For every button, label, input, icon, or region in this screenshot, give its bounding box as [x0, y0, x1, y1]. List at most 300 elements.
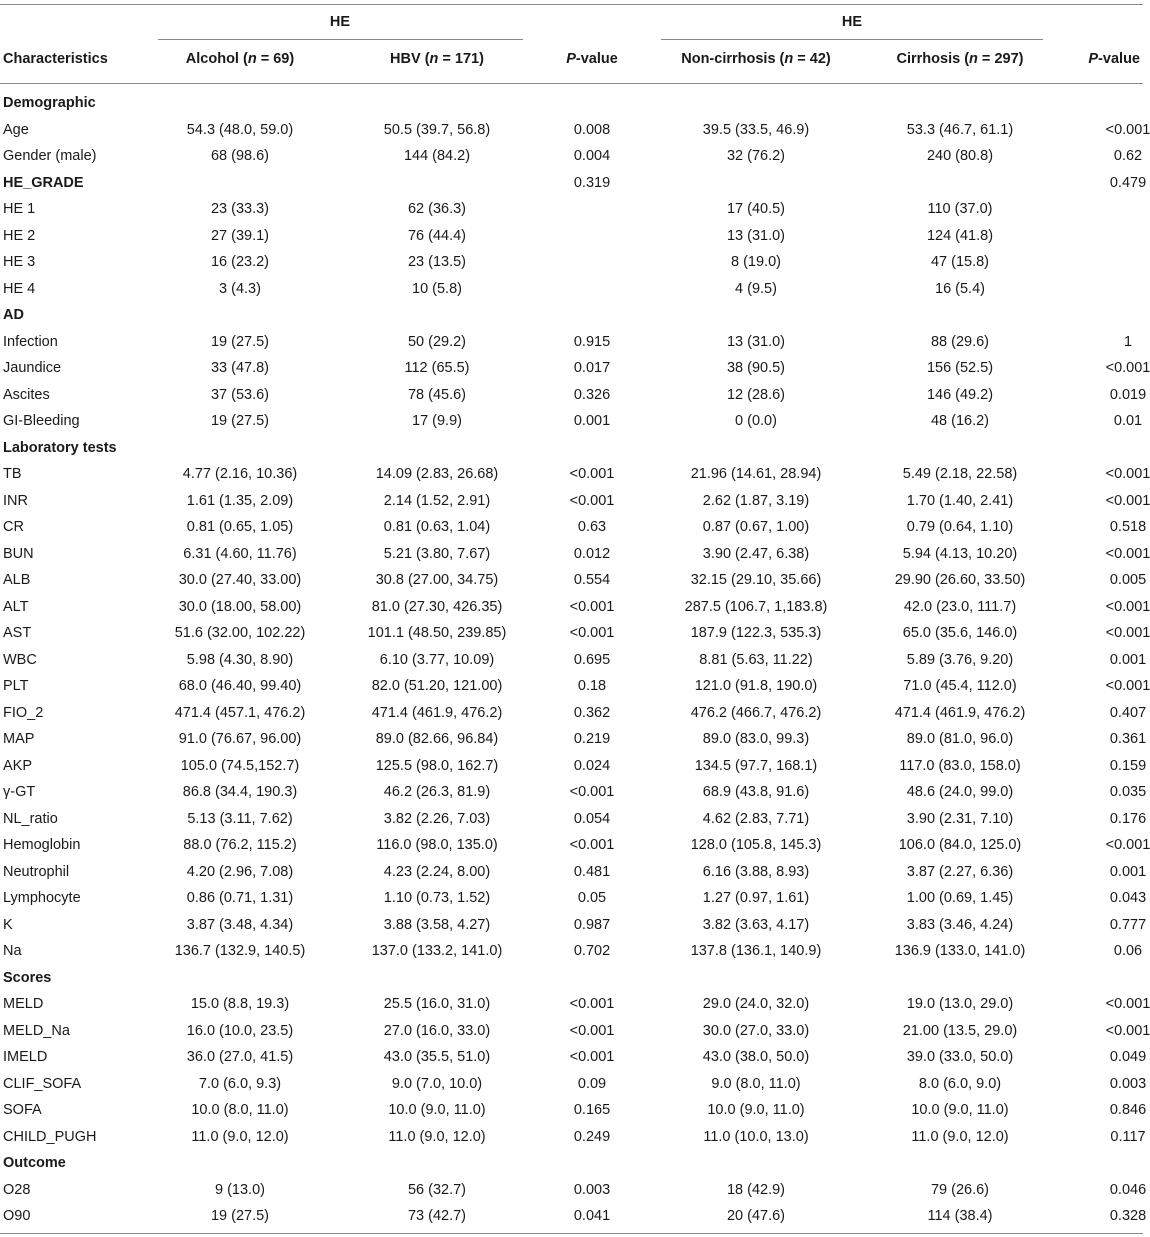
cell-alcohol: 37 (53.6) — [210, 386, 270, 403]
cell-non-cirrhosis: 20 (47.6) — [726, 1208, 786, 1224]
row-label: GI-Bleeding — [3, 413, 80, 429]
cell-hbv: 78 (45.6) — [407, 386, 467, 403]
cell-hbv: 125.5 (98.0, 162.7) — [375, 757, 499, 774]
cell-pvalue-1: 0.004 — [573, 148, 611, 164]
cell-hbv: 112 (65.5) — [404, 360, 470, 376]
cell-pvalue-1: 0.63 — [577, 519, 607, 535]
section-row — [0, 170, 1147, 196]
cell-cirrhosis: 21.00 (13.5, 29.0) — [902, 1022, 1018, 1039]
cell-pvalue-1: 0.001 — [573, 413, 611, 429]
row-label: Jaundice — [3, 360, 62, 376]
col-header-pvalue-1: P-value — [566, 51, 618, 67]
section-row — [0, 1150, 1143, 1176]
table-row — [0, 514, 1147, 540]
cell-pvalue-2: 0.046 — [1109, 1181, 1147, 1198]
cell-cirrhosis: 146 (49.2) — [926, 386, 994, 403]
cell-non-cirrhosis: 18 (42.9) — [726, 1181, 786, 1198]
table-row — [0, 355, 1150, 381]
table-row — [0, 1124, 1146, 1150]
cell-pvalue-2: <0.001 — [1105, 121, 1150, 138]
cell-pvalue-2: 0.043 — [1109, 890, 1147, 906]
cell-non-cirrhosis: 121.0 (91.8, 190.0) — [694, 678, 818, 694]
cell-hbv: 50.5 (39.7, 56.8) — [383, 121, 491, 138]
table-row — [0, 382, 1147, 408]
cell-pvalue-2: <0.001 — [1105, 545, 1150, 562]
col-header-non-cirrhosis: Non-cirrhosis (n = 42) — [681, 51, 831, 67]
table-row — [0, 700, 1147, 726]
table-row — [0, 673, 1150, 699]
cell-alcohol: 19 (27.5) — [210, 1208, 270, 1224]
section-label: Demographic — [3, 95, 96, 111]
cell-alcohol: 23 (33.3) — [210, 201, 270, 217]
cell-non-cirrhosis: 32.15 (29.10, 35.66) — [690, 572, 822, 588]
cell-hbv: 30.8 (27.00, 34.75) — [375, 572, 499, 588]
cell-pvalue-1: 0.008 — [573, 121, 611, 138]
cell-non-cirrhosis: 89.0 (83.0, 99.3) — [702, 731, 810, 747]
cell-alcohol: 10.0 (8.0, 11.0) — [191, 1102, 289, 1118]
row-label: ALT — [3, 598, 29, 615]
cell-non-cirrhosis: 2.62 (1.87, 3.19) — [702, 492, 810, 509]
cell-pvalue-1: 0.054 — [573, 810, 611, 827]
cell-hbv: 144 (84.2) — [403, 148, 471, 164]
cell-pvalue-1: <0.001 — [569, 784, 615, 800]
table-row — [0, 647, 1147, 673]
cell-non-cirrhosis: 9.0 (8.0, 11.0) — [711, 1075, 801, 1092]
cell-alcohol: 3.87 (3.48, 4.34) — [186, 916, 294, 933]
table-row — [0, 1177, 1147, 1203]
cell-hbv: 17 (9.9) — [412, 413, 462, 429]
row-label: AST — [3, 625, 32, 641]
cell-pvalue-1: 0.362 — [573, 704, 611, 721]
cell-alcohol: 54.3 (48.0, 59.0) — [186, 121, 294, 138]
group-header-2: HE — [841, 14, 863, 30]
cell-alcohol: 4.20 (2.96, 7.08) — [186, 863, 294, 880]
cell-cirrhosis: 5.49 (2.18, 22.58) — [902, 466, 1018, 482]
cell-pvalue-1: 0.017 — [573, 360, 611, 376]
cell-hbv: 471.4 (461.9, 476.2) — [371, 704, 503, 721]
section-row — [0, 90, 1143, 116]
cell-non-cirrhosis: 0.87 (0.67, 1.00) — [702, 519, 810, 535]
cell-cirrhosis: 89.0 (81.0, 96.0) — [906, 731, 1014, 747]
row-label: HE 1 — [3, 201, 36, 217]
cell-cirrhosis: 136.9 (133.0, 141.0) — [894, 943, 1026, 959]
table-row — [0, 1071, 1147, 1097]
row-label: HE 2 — [3, 227, 36, 244]
cell-hbv: 76 (44.4) — [407, 227, 467, 244]
cell-cirrhosis: 471.4 (461.9, 476.2) — [894, 704, 1026, 721]
cell-pvalue-2: 0.777 — [1109, 916, 1147, 933]
row-label: BUN — [3, 545, 34, 562]
cell-non-cirrhosis: 8.81 (5.63, 11.22) — [699, 651, 813, 668]
cell-pvalue-2: 0.176 — [1109, 810, 1147, 827]
cell-cirrhosis: 5.94 (4.13, 10.20) — [902, 545, 1018, 562]
cell-pvalue-2: 0.001 — [1109, 863, 1147, 880]
row-label: HE 4 — [3, 280, 36, 297]
cell-cirrhosis: 19.0 (13.0, 29.0) — [906, 996, 1014, 1012]
cell-cirrhosis: 11.0 (9.0, 12.0) — [911, 1128, 1009, 1145]
cell-pvalue-2: 0.019 — [1109, 386, 1147, 403]
cell-pvalue-2: 0.01 — [1113, 413, 1143, 429]
cell-pvalue-1: 0.024 — [573, 757, 611, 774]
row-label: Age — [3, 121, 29, 138]
cell-cirrhosis: 65.0 (35.6, 146.0) — [902, 625, 1018, 641]
cell-pvalue-1: <0.001 — [569, 466, 615, 482]
cell-non-cirrhosis: 17 (40.5) — [726, 201, 786, 217]
cell-alcohol: 5.98 (4.30, 8.90) — [186, 651, 294, 668]
section-label: Outcome — [3, 1155, 66, 1171]
cell-non-cirrhosis: 287.5 (106.7, 1,183.8) — [684, 598, 828, 615]
cell-cirrhosis: 88 (29.6) — [930, 333, 990, 350]
cell-cirrhosis: 156 (52.5) — [926, 360, 994, 376]
cell-alcohol: 11.0 (9.0, 12.0) — [191, 1128, 289, 1145]
cell-pvalue-1: 0.326 — [573, 386, 611, 403]
cell-pvalue-1: 0.249 — [573, 1128, 611, 1145]
section-label: AD — [3, 307, 24, 323]
table-row — [0, 488, 1150, 514]
cell-cirrhosis: 1.00 (0.69, 1.45) — [906, 890, 1014, 906]
cell-alcohol: 471.4 (457.1, 476.2) — [174, 704, 306, 721]
section-row — [0, 435, 1143, 461]
cell-alcohol: 88.0 (76.2, 115.2) — [183, 837, 297, 853]
row-label: MELD_Na — [3, 1022, 70, 1039]
cell-pvalue-1: <0.001 — [569, 1022, 615, 1039]
section-label: Scores — [3, 969, 52, 986]
cell-cirrhosis: 48.6 (24.0, 99.0) — [906, 784, 1014, 800]
row-label: ALB — [3, 572, 31, 588]
cell-hbv: 11.0 (9.0, 12.0) — [388, 1128, 486, 1145]
cell-non-cirrhosis: 187.9 (122.3, 535.3) — [690, 625, 822, 641]
cell-alcohol: 136.7 (132.9, 140.5) — [174, 943, 306, 959]
cell-hbv: 3.82 (2.26, 7.03) — [383, 810, 491, 827]
section-label: HE_GRADE — [3, 174, 84, 191]
cell-pvalue-1: <0.001 — [569, 492, 615, 509]
cell-hbv: 101.1 (48.50, 239.85) — [367, 625, 507, 641]
cell-alcohol: 30.0 (27.40, 33.00) — [178, 572, 302, 588]
cell-non-cirrhosis: 39.5 (33.5, 46.9) — [702, 121, 810, 138]
cell-pvalue-1: 0.165 — [573, 1102, 611, 1118]
cell-hbv: 82.0 (51.20, 121.00) — [371, 678, 503, 694]
row-label: Infection — [3, 333, 58, 350]
cell-pvalue-2: <0.001 — [1105, 837, 1150, 853]
section-row — [0, 965, 1143, 991]
row-label: SOFA — [3, 1102, 42, 1118]
cell-cirrhosis: 8.0 (6.0, 9.0) — [918, 1075, 1002, 1092]
row-label: PLT — [3, 678, 29, 694]
row-label: Na — [3, 943, 22, 959]
cell-non-cirrhosis: 11.0 (10.0, 13.0) — [703, 1128, 809, 1145]
table-bottom-rule — [0, 1233, 1143, 1234]
cell-non-cirrhosis: 30.0 (27.0, 33.0) — [702, 1022, 810, 1039]
row-label: FIO_2 — [3, 704, 44, 721]
cell-cirrhosis: 3.87 (2.27, 6.36) — [906, 863, 1014, 880]
cell-pvalue-2: 0.049 — [1109, 1049, 1147, 1065]
cell-non-cirrhosis: 1.27 (0.97, 1.61) — [702, 890, 810, 906]
table-row — [0, 143, 1143, 169]
cell-pvalue-1: 0.481 — [573, 863, 611, 880]
cell-pvalue-2: <0.001 — [1105, 598, 1150, 615]
cell-cirrhosis: 124 (41.8) — [926, 227, 994, 244]
table-row — [0, 541, 1150, 567]
cell-alcohol: 15.0 (8.8, 19.3) — [190, 996, 290, 1012]
group-header-1: HE — [329, 14, 351, 30]
cell-alcohol: 5.13 (3.11, 7.62) — [187, 810, 293, 827]
cell-cirrhosis: 42.0 (23.0, 111.7) — [903, 598, 1017, 615]
cell-hbv: 56 (32.7) — [407, 1181, 467, 1198]
cell-pvalue-2: 0.518 — [1109, 519, 1147, 535]
row-label: TB — [3, 466, 22, 482]
cell-hbv: 43.0 (35.5, 51.0) — [383, 1049, 491, 1065]
cell-alcohol: 91.0 (76.67, 96.00) — [178, 731, 302, 747]
cell-non-cirrhosis: 68.9 (43.8, 91.6) — [702, 784, 810, 800]
cell-pvalue-1: <0.001 — [569, 598, 615, 615]
cell-alcohol: 6.31 (4.60, 11.76) — [183, 545, 297, 562]
table-row — [0, 938, 1143, 964]
cell-non-cirrhosis: 476.2 (466.7, 476.2) — [690, 704, 822, 721]
table-row — [0, 1018, 1150, 1044]
row-label: CR — [3, 519, 24, 535]
cell-hbv: 62 (36.3) — [407, 201, 467, 217]
cell-cirrhosis: 114 (38.4) — [927, 1208, 993, 1224]
cell-hbv: 137.0 (133.2, 141.0) — [371, 943, 503, 959]
cell-non-cirrhosis: 137.8 (136.1, 140.9) — [690, 943, 822, 959]
cell-pvalue-2: <0.001 — [1105, 492, 1150, 509]
cell-non-cirrhosis: 32 (76.2) — [726, 148, 786, 164]
table-row — [0, 461, 1150, 487]
col-header-hbv: HBV (n = 171) — [390, 51, 484, 67]
row-label: Neutrophil — [3, 863, 70, 880]
cell-hbv: 73 (42.7) — [407, 1208, 467, 1224]
cell-hbv: 2.14 (1.52, 2.91) — [383, 492, 491, 509]
table-row — [0, 991, 1150, 1017]
section-label: Laboratory tests — [3, 439, 117, 456]
cell-alcohol: 1.61 (1.35, 2.09) — [186, 492, 294, 509]
cell-hbv: 27.0 (16.0, 33.0) — [383, 1022, 491, 1039]
table-row — [0, 620, 1150, 646]
cell-alcohol: 16.0 (10.0, 23.5) — [186, 1022, 294, 1039]
cell-cirrhosis: 106.0 (84.0, 125.0) — [898, 837, 1022, 853]
cell-pvalue-1: 0.012 — [573, 545, 611, 562]
cell-hbv: 14.09 (2.83, 26.68) — [375, 466, 499, 482]
table-row — [0, 753, 1147, 779]
group-1-underline — [158, 39, 523, 40]
cell-alcohol: 36.0 (27.0, 41.5) — [186, 1049, 294, 1065]
cell-hbv: 1.10 (0.73, 1.52) — [383, 890, 491, 906]
row-label: NL_ratio — [3, 810, 58, 827]
cell-cirrhosis: 39.0 (33.0, 50.0) — [906, 1049, 1014, 1065]
row-label: INR — [3, 492, 28, 509]
cell-cirrhosis: 48 (16.2) — [930, 413, 990, 429]
cell-alcohol: 0.86 (0.71, 1.31) — [186, 890, 294, 906]
section-row — [0, 302, 1143, 328]
cell-pvalue-1: 0.702 — [573, 943, 611, 959]
row-label: CHILD_PUGH — [3, 1128, 97, 1145]
cell-hbv: 4.23 (2.24, 8.00) — [383, 863, 491, 880]
row-label: MELD — [3, 996, 44, 1012]
cell-pvalue-2: <0.001 — [1105, 625, 1150, 641]
table-row — [0, 885, 1147, 911]
row-label: CLIF_SOFA — [3, 1075, 82, 1092]
table-row — [0, 567, 1147, 593]
cell-pvalue-1: <0.001 — [569, 837, 615, 853]
cell-pvalue-2: <0.001 — [1105, 1022, 1150, 1039]
cell-pvalue-2: 0.62 — [1113, 148, 1143, 164]
cell-non-cirrhosis: 8 (19.0) — [731, 254, 781, 270]
cell-hbv: 0.81 (0.63, 1.04) — [383, 519, 491, 535]
cell-cirrhosis: 117.0 (83.0, 158.0) — [899, 757, 1021, 774]
cell-alcohol: 4.77 (2.16, 10.36) — [182, 466, 298, 482]
row-label: O28 — [3, 1181, 31, 1198]
row-label: O90 — [3, 1208, 31, 1224]
cell-pvalue-2: 0.479 — [1109, 174, 1147, 191]
cell-pvalue-2: <0.001 — [1105, 360, 1150, 376]
row-label: Gender (male) — [3, 148, 97, 164]
cell-pvalue-2: <0.001 — [1105, 996, 1150, 1012]
cell-pvalue-2: 0.159 — [1109, 757, 1147, 774]
cell-non-cirrhosis: 3.90 (2.47, 6.38) — [702, 545, 810, 562]
cell-non-cirrhosis: 13 (31.0) — [726, 227, 786, 244]
table-row — [0, 1203, 1147, 1229]
cell-pvalue-2: 0.035 — [1109, 784, 1147, 800]
table-row — [0, 249, 1143, 275]
cell-hbv: 81.0 (27.30, 426.35) — [371, 598, 503, 615]
cell-alcohol: 3 (4.3) — [219, 280, 261, 297]
cell-alcohol: 105.0 (74.5,152.7) — [180, 757, 300, 774]
row-label: WBC — [3, 651, 37, 668]
cell-alcohol: 9 (13.0) — [215, 1181, 265, 1198]
cell-pvalue-1: <0.001 — [569, 996, 615, 1012]
cell-pvalue-2: 0.003 — [1109, 1075, 1147, 1092]
cell-cirrhosis: 240 (80.8) — [926, 148, 994, 164]
cell-pvalue-1: <0.001 — [569, 625, 615, 641]
row-label: Hemoglobin — [3, 837, 81, 853]
row-label: MAP — [3, 731, 35, 747]
cell-hbv: 46.2 (26.3, 81.9) — [383, 784, 491, 800]
row-label: HE 3 — [3, 254, 36, 270]
table-row — [0, 859, 1147, 885]
cell-non-cirrhosis: 43.0 (38.0, 50.0) — [702, 1049, 810, 1065]
table-row — [0, 779, 1147, 805]
cell-hbv: 25.5 (16.0, 31.0) — [383, 996, 491, 1012]
cell-alcohol: 30.0 (18.00, 58.00) — [178, 598, 302, 615]
table-row — [0, 329, 1143, 355]
cell-non-cirrhosis: 6.16 (3.88, 8.93) — [702, 863, 810, 880]
cell-alcohol: 86.8 (34.4, 190.3) — [182, 784, 298, 800]
cell-hbv: 89.0 (82.66, 96.84) — [375, 731, 499, 747]
cell-hbv: 9.0 (7.0, 10.0) — [391, 1075, 483, 1092]
cell-pvalue-1: 0.695 — [573, 651, 611, 668]
cell-pvalue-2: 0.328 — [1109, 1208, 1147, 1224]
row-label: Ascites — [3, 386, 50, 403]
col-header-characteristics: Characteristics — [3, 51, 108, 67]
cell-cirrhosis: 53.3 (46.7, 61.1) — [906, 121, 1014, 138]
cell-pvalue-1: 0.987 — [573, 916, 611, 933]
table-row — [0, 1044, 1147, 1070]
cell-cirrhosis: 3.90 (2.31, 7.10) — [906, 810, 1014, 827]
cell-cirrhosis: 71.0 (45.4, 112.0) — [903, 678, 1017, 694]
cell-pvalue-1: 0.09 — [577, 1075, 607, 1092]
cell-alcohol: 19 (27.5) — [210, 333, 270, 350]
table-row — [0, 408, 1143, 434]
cell-hbv: 10 (5.8) — [412, 280, 462, 297]
cell-pvalue-2: 1 — [1123, 333, 1133, 350]
cell-alcohol: 19 (27.5) — [210, 413, 270, 429]
cell-cirrhosis: 1.70 (1.40, 2.41) — [906, 492, 1014, 509]
row-label: IMELD — [3, 1049, 48, 1065]
cell-hbv: 6.10 (3.77, 10.09) — [379, 651, 495, 668]
cell-pvalue-2: <0.001 — [1105, 466, 1150, 482]
cell-pvalue-2: 0.06 — [1113, 943, 1143, 959]
table-row — [0, 117, 1150, 143]
row-label: Lymphocyte — [3, 890, 81, 906]
cell-non-cirrhosis: 134.5 (97.7, 168.1) — [694, 757, 818, 774]
cell-pvalue-1: 0.18 — [577, 678, 607, 694]
cell-cirrhosis: 0.79 (0.64, 1.10) — [906, 519, 1014, 535]
table-row — [0, 1097, 1147, 1123]
cell-cirrhosis: 29.90 (26.60, 33.50) — [894, 572, 1026, 588]
cell-pvalue-2: 0.361 — [1109, 731, 1147, 747]
cell-non-cirrhosis: 10.0 (9.0, 11.0) — [707, 1102, 805, 1118]
col-header-pvalue-2: P-value — [1088, 51, 1140, 67]
cell-non-cirrhosis: 128.0 (105.8, 145.3) — [690, 837, 822, 853]
cell-non-cirrhosis: 4.62 (2.83, 7.71) — [702, 810, 810, 827]
row-label: K — [3, 916, 13, 933]
cell-pvalue-1: <0.001 — [569, 1049, 615, 1065]
cell-cirrhosis: 110 (37.0) — [927, 201, 993, 217]
cell-hbv: 3.88 (3.58, 4.27) — [383, 916, 491, 933]
table-row — [0, 594, 1150, 620]
cell-alcohol: 27 (39.1) — [210, 227, 270, 244]
cell-alcohol: 33 (47.8) — [210, 360, 270, 376]
cell-alcohol: 0.81 (0.65, 1.05) — [186, 519, 294, 535]
cell-non-cirrhosis: 12 (28.6) — [726, 386, 786, 403]
table-row — [0, 726, 1147, 752]
cell-cirrhosis: 3.83 (3.46, 4.24) — [906, 916, 1014, 933]
cell-pvalue-2: 0.005 — [1109, 572, 1147, 588]
cell-non-cirrhosis: 13 (31.0) — [726, 333, 786, 350]
group-2-underline — [661, 39, 1043, 40]
cell-pvalue-2: 0.001 — [1109, 651, 1147, 668]
cell-cirrhosis: 5.89 (3.76, 9.20) — [906, 651, 1014, 668]
table-row — [0, 223, 1143, 249]
cell-pvalue-2: 0.407 — [1109, 704, 1147, 721]
cell-cirrhosis: 10.0 (9.0, 11.0) — [911, 1102, 1009, 1118]
cell-non-cirrhosis: 0 (0.0) — [735, 413, 777, 429]
cell-pvalue-2: <0.001 — [1105, 678, 1150, 694]
cell-pvalue-1: 0.003 — [573, 1181, 611, 1198]
cell-cirrhosis: 16 (5.4) — [935, 280, 985, 297]
cell-hbv: 23 (13.5) — [407, 254, 467, 270]
cell-alcohol: 68 (98.6) — [210, 148, 270, 164]
cell-cirrhosis: 47 (15.8) — [930, 254, 990, 270]
table-row — [0, 806, 1147, 832]
cell-non-cirrhosis: 38 (90.5) — [726, 360, 786, 376]
cell-non-cirrhosis: 29.0 (24.0, 32.0) — [702, 996, 810, 1012]
row-label: γ-GT — [3, 784, 36, 800]
cell-pvalue-1: 0.915 — [573, 333, 611, 350]
cell-hbv: 116.0 (98.0, 135.0) — [376, 837, 498, 853]
cell-hbv: 10.0 (9.0, 11.0) — [388, 1102, 486, 1118]
cell-non-cirrhosis: 4 (9.5) — [735, 280, 777, 297]
cell-non-cirrhosis: 21.96 (14.61, 28.94) — [690, 466, 822, 482]
cell-cirrhosis: 79 (26.6) — [930, 1181, 990, 1198]
table-row — [0, 196, 1143, 222]
cell-pvalue-1: 0.05 — [577, 890, 607, 906]
cell-pvalue-1: 0.319 — [573, 174, 611, 191]
cell-hbv: 50 (29.2) — [407, 333, 467, 350]
cell-pvalue-1: 0.041 — [573, 1208, 611, 1224]
cell-non-cirrhosis: 3.82 (3.63, 4.17) — [702, 916, 810, 933]
cell-pvalue-1: 0.219 — [573, 731, 611, 747]
